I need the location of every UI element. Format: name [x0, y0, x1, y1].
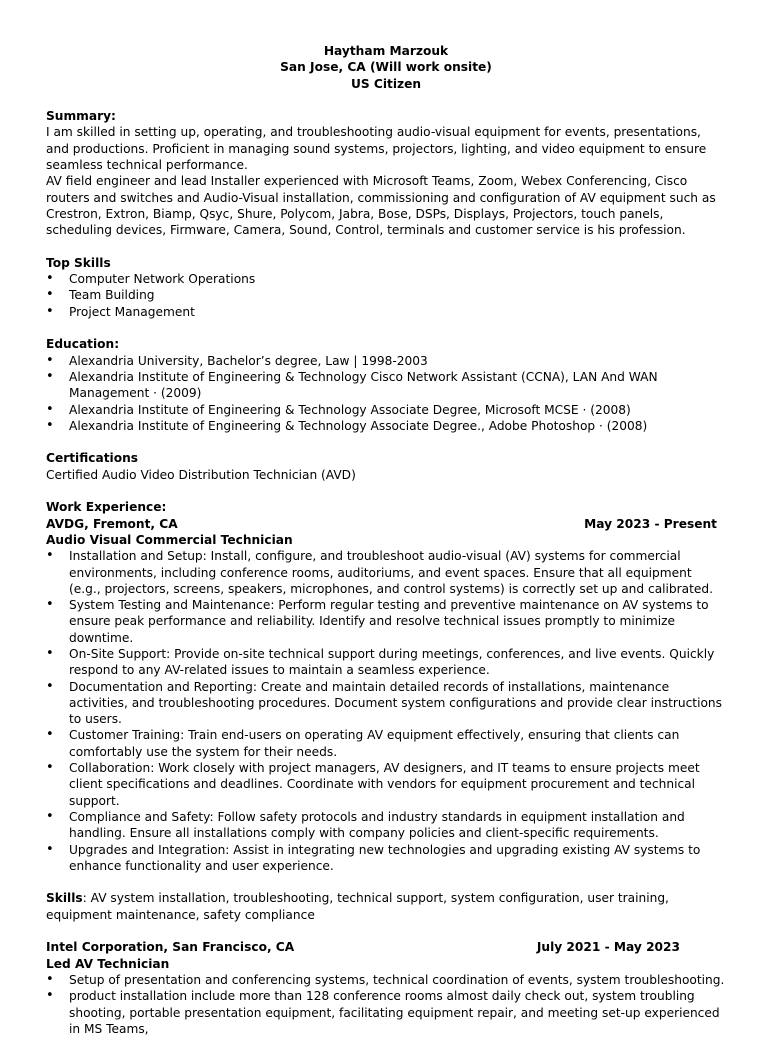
list-item: • Alexandria University, Bachelor’s degree, Law | 1998-2003	[46, 353, 726, 369]
list-item: • Setup of presentation and conferencing systems, technical coordination of events, system troubleshooting.	[46, 972, 726, 988]
list-item: • Collaboration: Work closely with project managers, AV designers, and IT teams to ensure projects meet client specifications and deadlines. Coordinate with vendors for equipment procurement and technical support.	[46, 760, 726, 809]
list-item: • Alexandria Institute of Engineering & Technology Associate Degree, Microsoft MCSE · (2008)	[46, 402, 726, 418]
candidate-citizenship: US Citizen	[350, 76, 422, 91]
job-skills-label: Skills	[46, 891, 83, 906]
candidate-name: Haytham Marzouk	[323, 44, 449, 58]
job-title: Audio Visual Commercial Technician	[46, 532, 293, 547]
resume-page	[46, 43, 726, 1037]
summary-paragraph-2: AV field engineer and lead Installer experienced with Microsoft Teams, Zoom, Webex Conferencing, Cisco routers and switches and Audio-Visual installation, commissioning and configuration of AV equipment such as Crestron, Extron, Biamp, Qsyc, Shure, Polycom, Jabra, Bose, DSPs, Displays, Projectors, touch panels, scheduling devices, Firmware, Camera, Sound, Control, terminals and customer service is his profession.	[46, 174, 716, 238]
education-list	[46, 353, 726, 434]
certification-text: Certified Audio Video Distribution Technician (AVD)	[46, 467, 356, 482]
summary-paragraph-1: I am skilled in setting up, operating, and troubleshooting audio-visual equipment for events, presentations, and productions. Proficient in managing sound systems, projectors, lighting, and video equipment to ensure seamless technical performance.	[46, 125, 707, 173]
list-item: • System Testing and Maintenance: Perform regular testing and preventive maintenance on AV systems to ensure peak performance and reliability. Identify and resolve technical issues promptly to minimize downtime.	[46, 597, 726, 646]
job-responsibilities-list	[46, 548, 726, 874]
education-heading: Education:	[46, 337, 120, 352]
candidate-location: San Jose, CA (Will work onsite)	[280, 60, 492, 75]
job-company: Intel Corporation, San Francisco, CA	[46, 940, 295, 955]
job-skills-line	[46, 890, 726, 923]
list-item: • Installation and Setup: Install, configure, and troubleshoot audio-visual (AV) systems for commercial environments, including conference rooms, auditoriums, and event spaces. Ensure that all equipment (e.g., projectors, screens, speakers, microphones, and control systems) is correctly set up and calibrated.	[46, 548, 726, 597]
list-item: • Project Management	[46, 304, 726, 320]
top-skills-list	[46, 271, 726, 320]
certifications-heading: Certifications	[46, 451, 139, 466]
list-item: • product installation include more than 128 conference rooms almost daily check out, system troubling shooting, portable presentation equipment, facilitating equipment repair, and meeting set-up experienced in MS Teams,	[46, 988, 726, 1037]
work-experience-heading: Work Experience:	[46, 500, 167, 515]
list-item: • Customer Training: Train end-users on operating AV equipment effectively, ensuring that clients can comfortably use the system for their needs.	[46, 727, 726, 760]
job-header	[46, 939, 680, 955]
job-skills-text: : AV system installation, troubleshooting, technical support, system configuration, user training, equipment maintenance, safety compliance	[46, 891, 669, 922]
list-item: • Alexandria Institute of Engineering & Technology Associate Degree., Adobe Photoshop · (2008)	[46, 418, 726, 434]
list-item: • Documentation and Reporting: Create and maintain detailed records of installations, maintenance activities, and troubleshooting procedures. Document system configurations and provide clear instructions to users.	[46, 679, 726, 728]
list-item: • Alexandria Institute of Engineering & Technology Cisco Network Assistant (CCNA), LAN And WAN Management · (2009)	[46, 369, 726, 402]
summary-heading: Summary:	[46, 109, 116, 124]
list-item: • Team Building	[46, 287, 726, 303]
list-item: • On-Site Support: Provide on-site technical support during meetings, conferences, and live events. Quickly respond to any AV-related issues to maintain a seamless experience.	[46, 646, 726, 679]
job-company: AVDG, Fremont, CA	[46, 516, 178, 531]
list-item: • Upgrades and Integration: Assist in integrating new technologies and upgrading existing AV systems to enhance functionality and user experience.	[46, 842, 726, 875]
list-item: • Compliance and Safety: Follow safety protocols and industry standards in equipment installation and handling. Ensure all installations comply with company policies and client-specific requirements.	[46, 809, 726, 842]
job-header	[46, 516, 717, 532]
job-responsibilities-list	[46, 972, 726, 1037]
list-item: • Computer Network Operations	[46, 271, 726, 287]
job-dates: May 2023 - Present	[584, 516, 717, 531]
top-skills-heading: Top Skills	[46, 255, 111, 270]
job-dates: July 2021 - May 2023	[536, 940, 680, 955]
job-title: Led AV Technician	[46, 956, 170, 971]
